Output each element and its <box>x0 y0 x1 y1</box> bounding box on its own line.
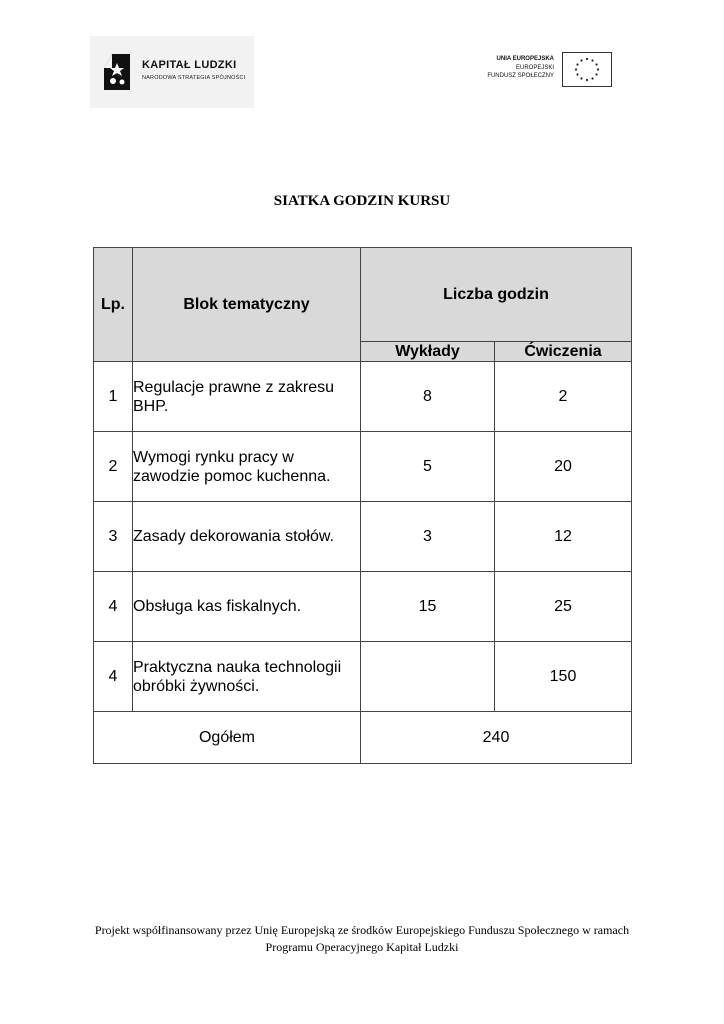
cell-wyklady: 5 <box>361 432 495 502</box>
cell-lp: 4 <box>94 642 133 712</box>
header-blok: Blok tematyczny <box>133 248 361 362</box>
cell-cwiczenia: 20 <box>495 432 632 502</box>
kapital-ludzki-emblem-icon <box>104 54 130 90</box>
table-row <box>94 432 632 502</box>
cell-lp: 1 <box>94 362 133 432</box>
cell-cwiczenia: 150 <box>495 642 632 712</box>
page-title: SIATKA GODZIN KURSU <box>273 193 451 209</box>
total-value: 240 <box>361 712 632 764</box>
header-lp: Lp. <box>94 248 133 362</box>
eu-logo-text <box>487 55 554 81</box>
table-row <box>94 572 632 642</box>
eu-logo-line1: UNIA EUROPEJSKA <box>496 56 554 62</box>
kapital-ludzki-title: KAPITAŁ LUDZKI <box>142 59 237 71</box>
cell-blok: Praktyczna nauka technologii obróbki żywności. <box>133 642 361 712</box>
header-wyklady: Wykłady <box>361 342 495 362</box>
cell-wyklady <box>361 642 495 712</box>
cell-wyklady: 15 <box>361 572 495 642</box>
header-cwiczenia: Ćwiczenia <box>495 342 632 362</box>
header-liczba-godzin: Liczba godzin <box>361 248 632 342</box>
eu-flag-icon <box>562 52 612 87</box>
eu-logo-line3: FUNDUSZ SPOŁECZNY <box>487 73 554 79</box>
cell-blok: Zasady dekorowania stołów. <box>133 502 361 572</box>
table-row <box>94 362 632 432</box>
table-total-row <box>94 712 632 764</box>
course-hours-table <box>93 247 632 764</box>
footer <box>40 922 684 956</box>
cell-wyklady: 8 <box>361 362 495 432</box>
eu-logo-line2: EUROPEJSKI <box>515 64 554 71</box>
cell-lp: 3 <box>94 502 133 572</box>
footer-line2: Programu Operacyjnego Kapitał Ludzki <box>265 940 459 954</box>
cell-blok: Obsługa kas fiskalnych. <box>133 572 361 642</box>
footer-line1: Projekt współfinansowany przez Unię Europejską ze środków Europejskiego Funduszu Społecznego w ramach <box>94 923 630 937</box>
table-row <box>94 642 632 712</box>
table-header-row <box>94 248 632 342</box>
kapital-ludzki-subtitle: NARODOWA STRATEGIA SPÓJNOŚCI <box>142 75 246 81</box>
eu-logo <box>470 52 612 88</box>
cell-cwiczenia: 2 <box>495 362 632 432</box>
cell-wyklady: 3 <box>361 502 495 572</box>
cell-cwiczenia: 12 <box>495 502 632 572</box>
table-row <box>94 502 632 572</box>
cell-blok: Regulacje prawne z zakresu BHP. <box>133 362 361 432</box>
cell-cwiczenia: 25 <box>495 572 632 642</box>
cell-lp: 2 <box>94 432 133 502</box>
total-label: Ogółem <box>94 712 361 764</box>
kapital-ludzki-logo <box>90 36 254 108</box>
cell-blok: Wymogi rynku pracy w zawodzie pomoc kuchenna. <box>133 432 361 502</box>
cell-lp: 4 <box>94 572 133 642</box>
